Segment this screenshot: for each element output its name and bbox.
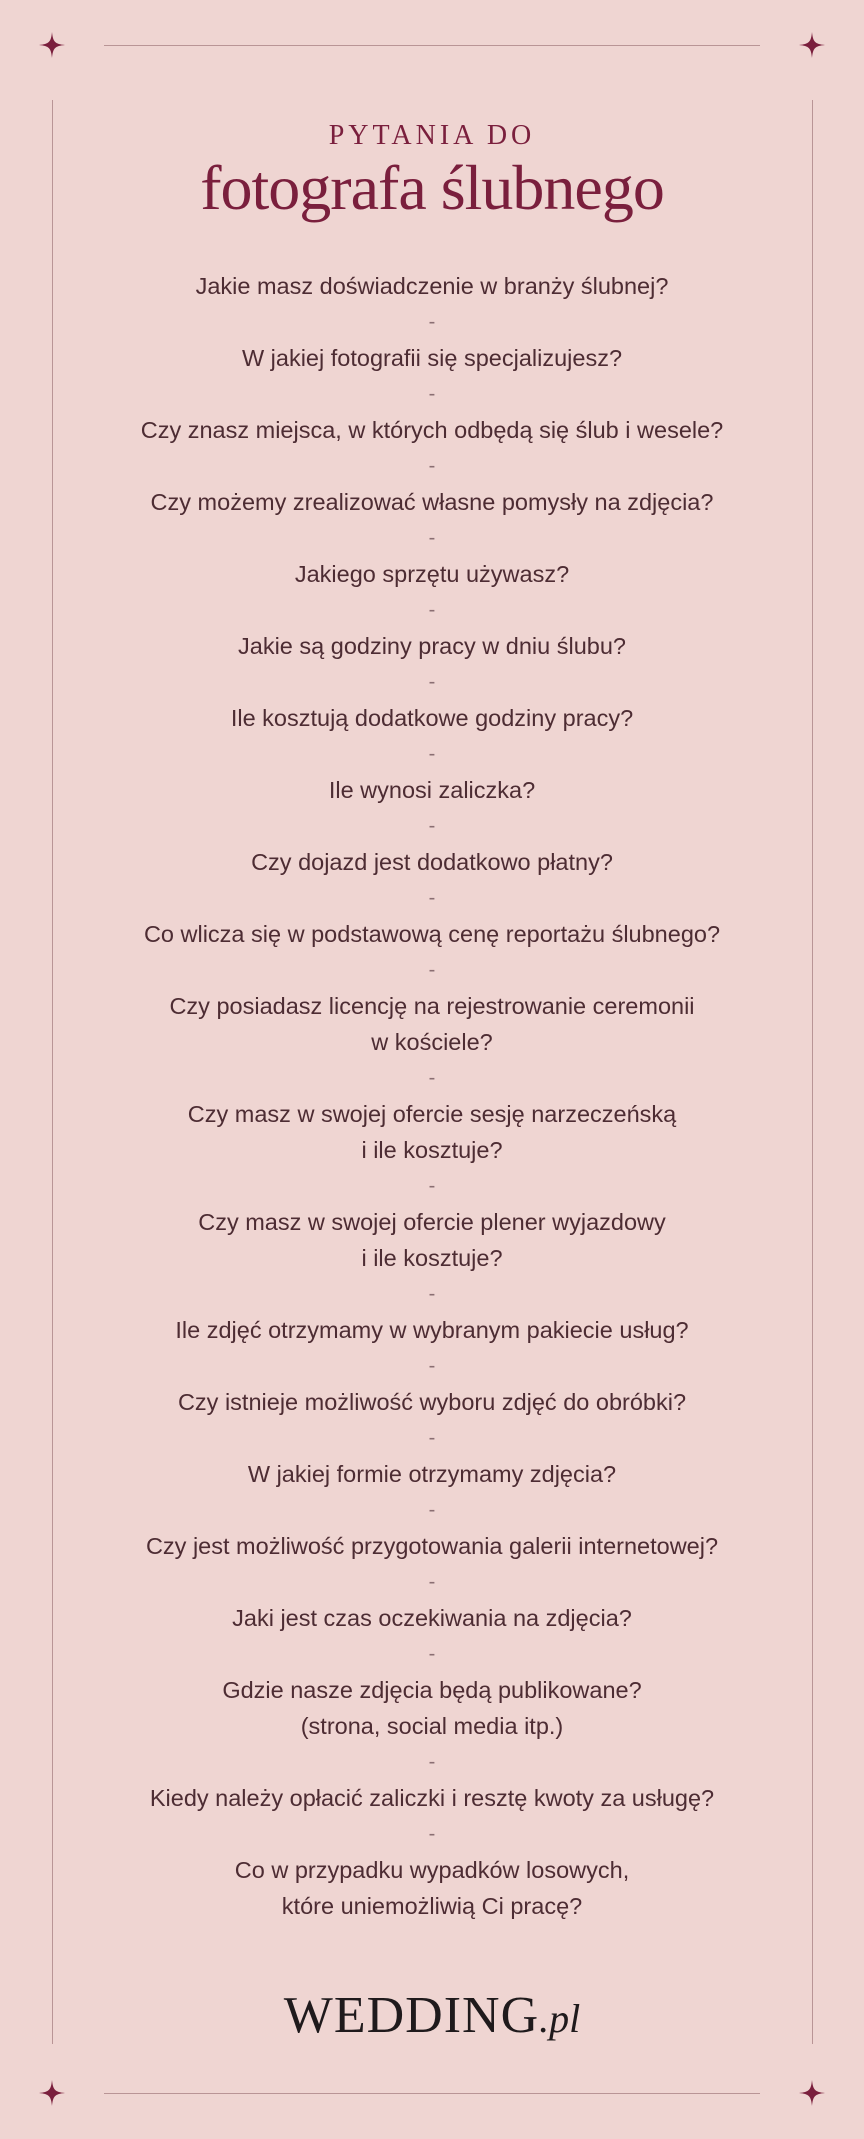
question-separator: - <box>428 1499 436 1521</box>
question-separator: - <box>428 1283 436 1305</box>
question-item: Czy posiadasz licencję na rejestrowanie ceremonii w kościele? <box>169 993 695 1055</box>
question-item: Jakie są godziny pracy w dniu ślubu? <box>238 633 626 659</box>
question-separator: - <box>428 599 436 621</box>
question-separator: - <box>428 671 436 693</box>
left-border-line <box>52 100 53 2044</box>
right-border-line <box>812 100 813 2044</box>
question-item: Co w przypadku wypadków losowych, które uniemożliwią Ci pracę? <box>234 1857 630 1919</box>
question-separator: - <box>428 1823 436 1845</box>
question-item: Czy masz w swojej ofercie sesję narzeczeńską i ile kosztuje? <box>187 1101 677 1163</box>
question-item: Ile wynosi zaliczka? <box>328 777 536 803</box>
question-item: Gdzie nasze zdjęcia będą publikowane? (strona, social media itp.) <box>222 1677 642 1739</box>
page-kicker: PYTANIA DO <box>328 120 536 151</box>
question-separator: - <box>428 455 436 477</box>
question-item: Jakiego sprzętu używasz? <box>294 561 570 587</box>
question-item: Ile zdjęć otrzymamy w wybranym pakiecie usług? <box>175 1317 689 1343</box>
wedding-logo <box>0 1988 864 2044</box>
question-item: W jakiej fotografii się specjalizujesz? <box>241 345 623 371</box>
page-title: fotografa ślubnego <box>200 152 664 223</box>
logo-wordmark: WEDDING <box>283 1987 540 2044</box>
question-item: Czy jest możliwość przygotowania galerii internetowej? <box>145 1533 719 1559</box>
question-separator: - <box>428 887 436 909</box>
question-separator: - <box>428 311 436 333</box>
question-separator: - <box>428 527 436 549</box>
question-item: Czy znasz miejsca, w których odbędą się ślub i wesele? <box>140 417 724 443</box>
top-divider <box>104 45 760 46</box>
question-separator: - <box>428 1067 436 1089</box>
question-item: Jaki jest czas oczekiwania na zdjęcia? <box>232 1605 632 1631</box>
question-item: Co wlicza się w podstawową cenę reportażu ślubnego? <box>143 921 721 947</box>
question-list <box>60 268 804 1924</box>
question-item: Czy istnieje możliwość wyboru zdjęć do obróbki? <box>177 1389 687 1415</box>
question-item: Jakie masz doświadczenie w branży ślubnej? <box>195 273 669 299</box>
question-separator: - <box>428 1751 436 1773</box>
sparkle-icon <box>38 31 66 59</box>
sparkle-icon <box>38 2079 66 2107</box>
question-item: Ile kosztują dodatkowe godziny pracy? <box>230 705 634 731</box>
question-item: W jakiej formie otrzymamy zdjęcia? <box>247 1461 617 1487</box>
sparkle-icon <box>798 2079 826 2107</box>
question-separator: - <box>428 1355 436 1377</box>
question-separator: - <box>428 1571 436 1593</box>
question-separator: - <box>428 1175 436 1197</box>
question-separator: - <box>428 1643 436 1665</box>
page-header <box>0 118 864 224</box>
question-separator: - <box>428 815 436 837</box>
question-item: Czy dojazd jest dodatkowo płatny? <box>251 849 613 875</box>
question-item: Kiedy należy opłacić zaliczki i resztę kwoty za usługę? <box>149 1785 715 1811</box>
question-item: Czy masz w swojej ofercie plener wyjazdowy i ile kosztuje? <box>198 1209 666 1271</box>
question-item: Czy możemy zrealizować własne pomysły na zdjęcia? <box>150 489 714 515</box>
logo-suffix: .pl <box>539 1996 581 2041</box>
bottom-divider <box>104 2093 760 2094</box>
question-separator: - <box>428 383 436 405</box>
question-separator: - <box>428 743 436 765</box>
sparkle-icon <box>798 31 826 59</box>
question-separator: - <box>428 959 436 981</box>
question-separator: - <box>428 1427 436 1449</box>
